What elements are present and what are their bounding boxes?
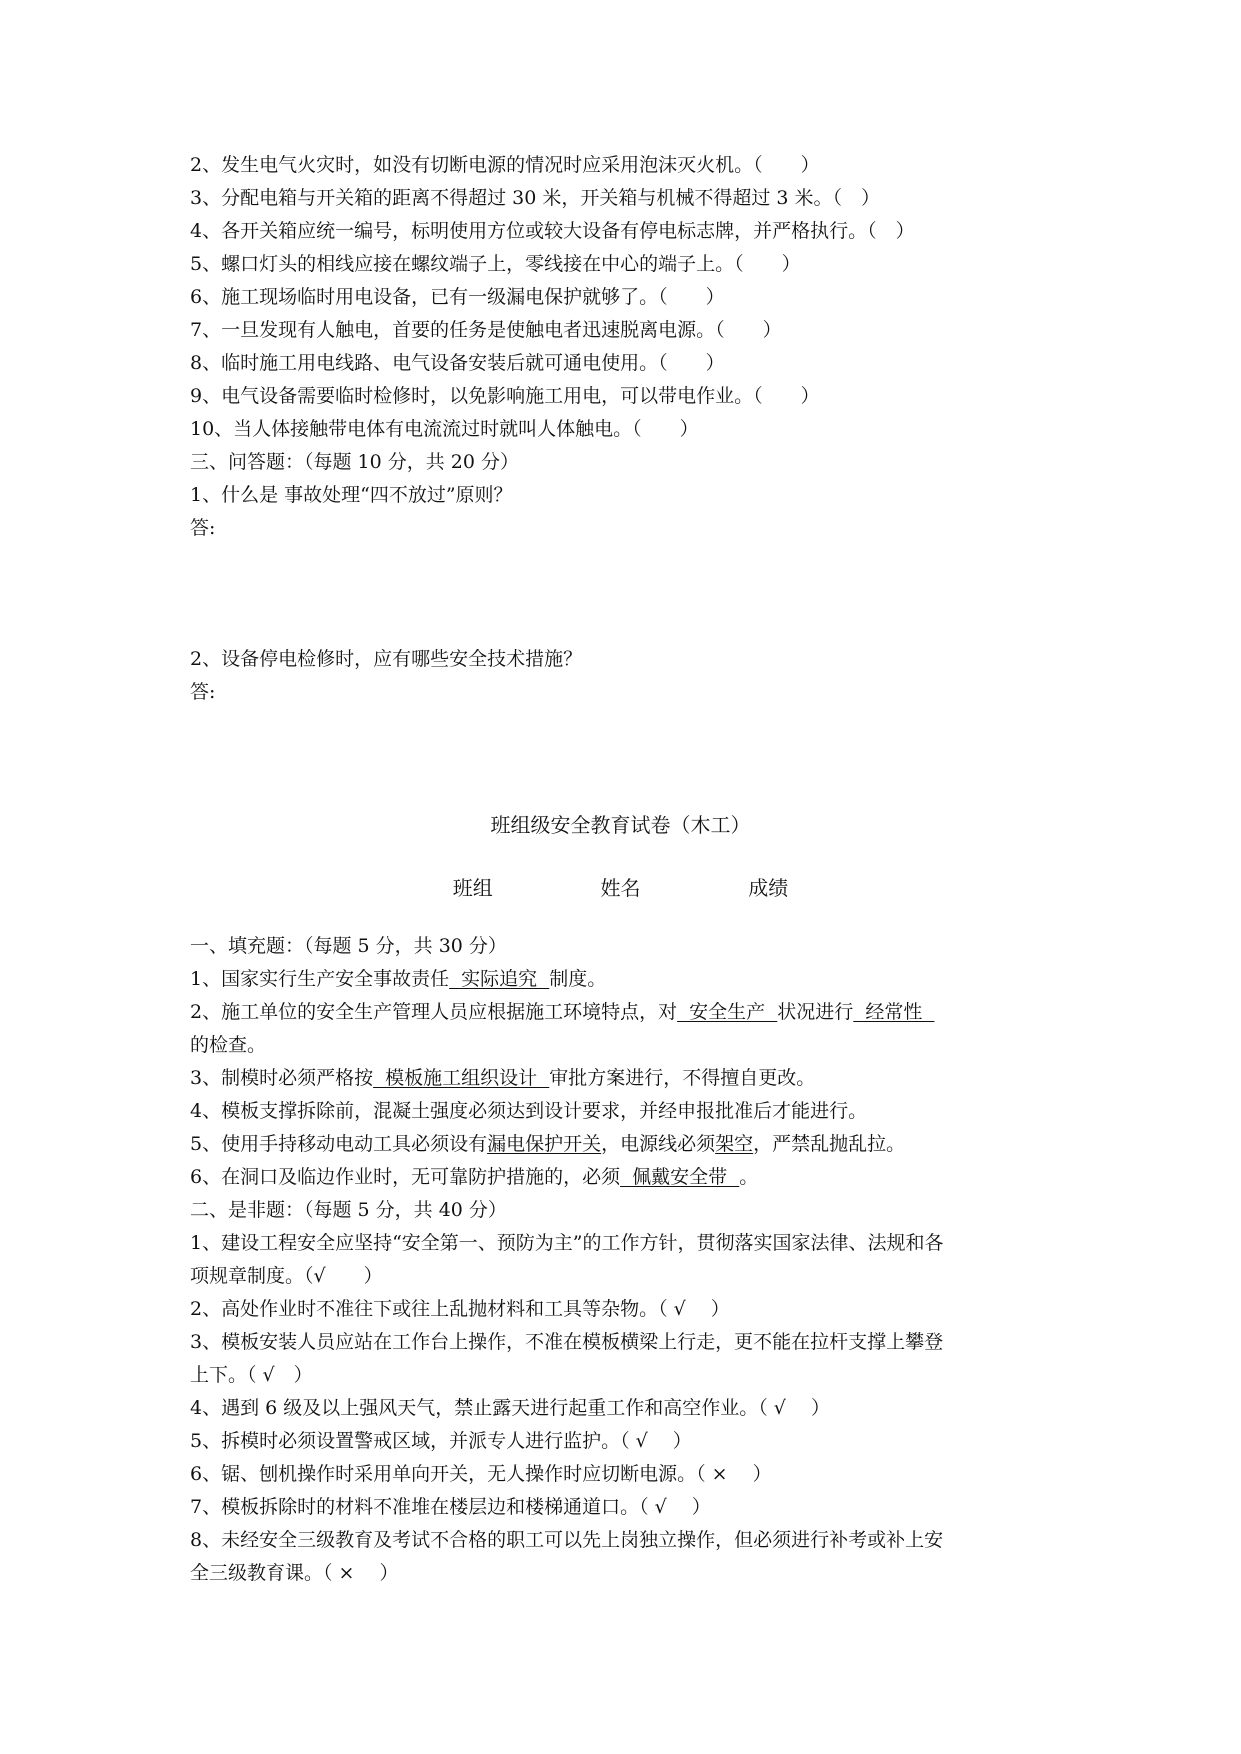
- truefalse-question-7: 7、模板拆除时的材料不准堆在楼层边和楼梯通道口。（ √ ）: [190, 1496, 711, 1518]
- tf-item-9: 9、电气设备需要临时检修时，以免影响施工用电，可以带电作业。（ ）: [190, 385, 820, 407]
- fill-question-2: 2、施工单位的安全生产管理人员应根据施工环境特点，对 安全生产 状况进行 经常性: [190, 1001, 935, 1023]
- fill-question-6: 6、在洞口及临边作业时，无可靠防护措施的，必须 佩戴安全带 。: [190, 1166, 759, 1188]
- tf-item-7: 7、一旦发现有人触电，首要的任务是使触电者迅速脱离电源。（ ）: [190, 319, 782, 341]
- exam-header-fields: [0, 872, 1241, 901]
- tf-item-10: 10、当人体接触带电体有电流流过时就叫人体触电。（ ）: [190, 418, 699, 440]
- truefalse-section-title: 二、是非题：（每题 5 分，共 40 分）: [190, 1199, 507, 1221]
- truefalse-question-5: 5、拆模时必须设置警戒区域，并派专人进行监护。（ √ ）: [190, 1430, 692, 1452]
- fill-answer: 安全生产: [677, 1001, 778, 1023]
- fill-answer: 漏电保护开关: [487, 1133, 602, 1155]
- fill-answer: 佩戴安全带: [620, 1166, 740, 1188]
- fill-question-3: 3、制模时必须严格按 模板施工组织设计 审批方案进行，不得擅自更改。: [190, 1067, 816, 1089]
- fill-section-title: 一、填充题：（每题 5 分，共 30 分）: [190, 935, 507, 957]
- tf-item-2: 2、发生电气火灾时，如没有切断电源的情况时应采用泡沫灭火机。（ ）: [190, 154, 820, 176]
- essay-question-1: 1、什么是 事故处理“四不放过”原则？: [190, 484, 513, 506]
- answer-label-2: 答:: [190, 681, 216, 703]
- section3-title: 三、问答题：（每题 10 分，共 20 分）: [190, 451, 520, 473]
- field-score: 成绩: [748, 876, 789, 900]
- fill-answer: 经常性: [853, 1001, 935, 1023]
- fill-question-1: 1、国家实行生产安全事故责任 实际追究 制度。: [190, 968, 607, 990]
- tf-item-3: 3、分配电箱与开关箱的距离不得超过 30 米，开关箱与机械不得超过 3 米。（ ）: [190, 187, 881, 209]
- truefalse-question-4: 4、遇到 6 级及以上强风天气，禁止露天进行起重工作和高空作业。（ √ ）: [190, 1397, 830, 1419]
- essay-question-2: 2、设备停电检修时，应有哪些安全技术措施？: [190, 648, 583, 670]
- exam-title: 班组级安全教育试卷（木工）: [490, 813, 751, 837]
- fill-question-5: 5、使用手持移动电动工具必须设有漏电保护开关，电源线必须架空，严禁乱抛乱拉。: [190, 1133, 906, 1155]
- truefalse-question-2: 2、高处作业时不准往下或往上乱抛材料和工具等杂物。（ √ ）: [190, 1298, 730, 1320]
- truefalse-question-6: 6、锯、刨机操作时采用单向开关，无人操作时应切断电源。（ × ）: [190, 1463, 772, 1485]
- truefalse-question-3: 3、模板安装人员应站在工作台上操作，不准在模板横梁上行走，更不能在拉杆支撑上攀登: [190, 1331, 944, 1353]
- truefalse-question-3-cont: 上下。（ √ ）: [190, 1364, 313, 1386]
- answer-label-1: 答:: [190, 517, 216, 539]
- fill-question-4: 4、模板支撑拆除前，混凝土强度必须达到设计要求，并经申报批准后才能进行。: [190, 1100, 868, 1122]
- truefalse-question-8: 8、未经安全三级教育及考试不合格的职工可以先上岗独立操作，但必须进行补考或补上安: [190, 1529, 944, 1551]
- tf-item-6: 6、施工现场临时用电设备，已有一级漏电保护就够了。（ ）: [190, 286, 725, 308]
- fill-answer: 模板施工组织设计: [373, 1067, 550, 1089]
- field-team: 班组: [452, 876, 493, 900]
- tf-item-5: 5、螺口灯头的相线应接在螺纹端子上，零线接在中心的端子上。（ ）: [190, 253, 801, 275]
- fill-answer: 架空: [715, 1133, 754, 1155]
- fill-question-2-cont: 的检查。: [190, 1034, 267, 1056]
- field-name: 姓名: [600, 876, 641, 900]
- tf-item-8: 8、临时施工用电线路、电气设备安装后就可通电使用。（ ）: [190, 352, 725, 374]
- fill-answer: 实际追究: [449, 968, 550, 990]
- truefalse-question-1-cont: 项规章制度。（√ ）: [190, 1265, 383, 1287]
- truefalse-question-1: 1、建设工程安全应坚持“安全第一、预防为主”的工作方针，贯彻落实国家法律、法规和各: [190, 1232, 944, 1254]
- tf-item-4: 4、各开关箱应统一编号，标明使用方位或较大设备有停电标志牌，并严格执行。（ ）: [190, 220, 915, 242]
- truefalse-question-8-cont: 全三级教育课。（ × ）: [190, 1562, 399, 1584]
